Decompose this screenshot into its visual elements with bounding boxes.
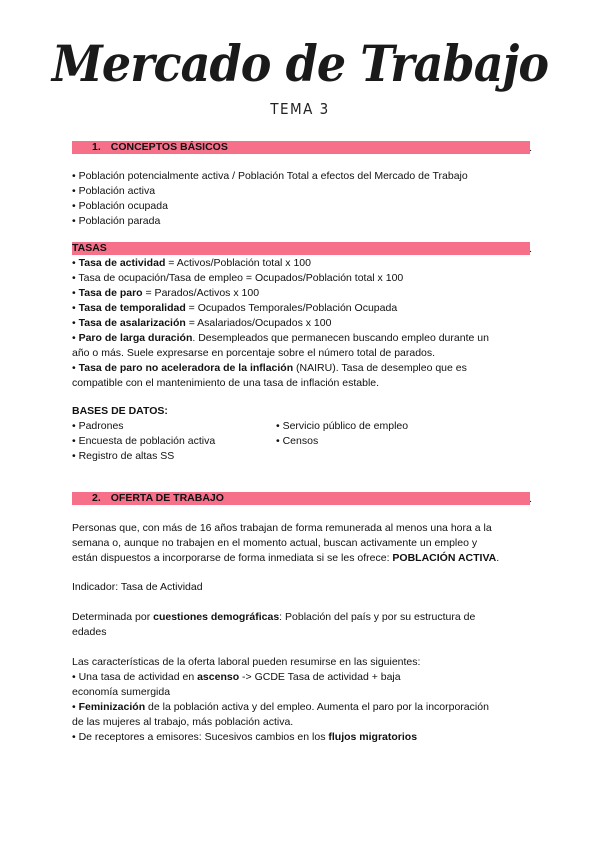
paragraph-line: • Feminización de la población activa y del empleo. Aumenta el paro por la incorporación [72,701,489,713]
paragraph-line: economía sumergida [72,686,171,698]
list-item: • Censos [276,435,319,447]
tasa-item: • Tasa de ocupación/Tasa de empleo = Ocupados/Población total x 100 [72,272,404,284]
tasa-item: año o más. Suele expresarse en porcentaje sobre el número total de parados. [72,347,436,359]
tasas-header: TASAS . [72,242,532,255]
page-subtitle: TEMA 3 [270,100,330,118]
list-item: • Población activa [72,185,156,197]
tasa-item: compatible con el mantenimiento de una tasa de inflación estable. [72,377,380,389]
list-item: • Encuesta de población activa [72,435,216,447]
list-item: • Padrones [72,420,124,432]
section-2-header: 2. OFERTA DE TRABAJO . [72,492,530,505]
paragraph-line: están dispuestos a incorporarse de forma inmediata si se les ofrece: POBLACIÓN ACTIVA. [72,552,500,564]
indicator-text: Indicador: Tasa de Actividad [72,581,203,593]
list-item: • Población parada [72,215,161,227]
tasa-item: • Tasa de actividad = Activos/Población total x 100 [72,257,311,269]
list-item: • Servicio público de empleo [276,420,409,432]
section-2-number: 2. [92,492,101,504]
tasa-item: • Tasa de temporalidad = Ocupados Temporales/Población Ocupada [72,302,398,314]
section-1-header: 1. CONCEPTOS BÁSICOS . [72,141,530,154]
paragraph-line: semana o, aunque no trabajen en el momento actual, buscan activamente un empleo y [72,537,478,549]
paragraph-line: edades [72,626,107,638]
tasa-item: • Tasa de asalarización = Asalariados/Ocupados x 100 [72,317,332,329]
page-title: Mercado de Trabajo [51,34,549,93]
paragraph-line: • De receptores a emisores: Sucesivos cambios en los flujos migratorios [72,731,418,743]
section-1-number: 1. [92,141,101,153]
tasa-item: • Tasa de paro no aceleradora de la inflación (NAIRU). Tasa de desempleo que es [72,362,467,374]
paragraph-line: Determinada por cuestiones demográficas: Población del país y por su estructura de [72,611,476,623]
paragraph-line: Personas que, con más de 16 años trabajan de forma remunerada al menos una hora a la [72,522,492,534]
section-1-heading: CONCEPTOS BÁSICOS [110,141,228,153]
list-item: • Registro de altas SS [72,450,175,462]
tasa-item: • Paro de larga duración. Desempleados que permanecen buscando empleo durante un [72,332,489,344]
paragraph-line: Las características de la oferta laboral pueden resumirse en las siguientes: [72,656,421,668]
bases-heading: BASES DE DATOS: [72,405,168,417]
paragraph-line: • Una tasa de actividad en ascenso -> GCDE Tasa de actividad + baja [72,671,401,683]
section-2-heading: OFERTA DE TRABAJO [110,492,224,504]
paragraph-line: de las mujeres al trabajo, más población activa. [72,716,294,728]
list-item: • Población potencialmente activa / Población Total a efectos del Mercado de Trabajo [72,170,468,182]
list-item: • Población ocupada [72,200,168,212]
tasa-item: • Tasa de paro = Parados/Activos x 100 [72,287,260,299]
tasas-heading: TASAS [72,242,107,254]
